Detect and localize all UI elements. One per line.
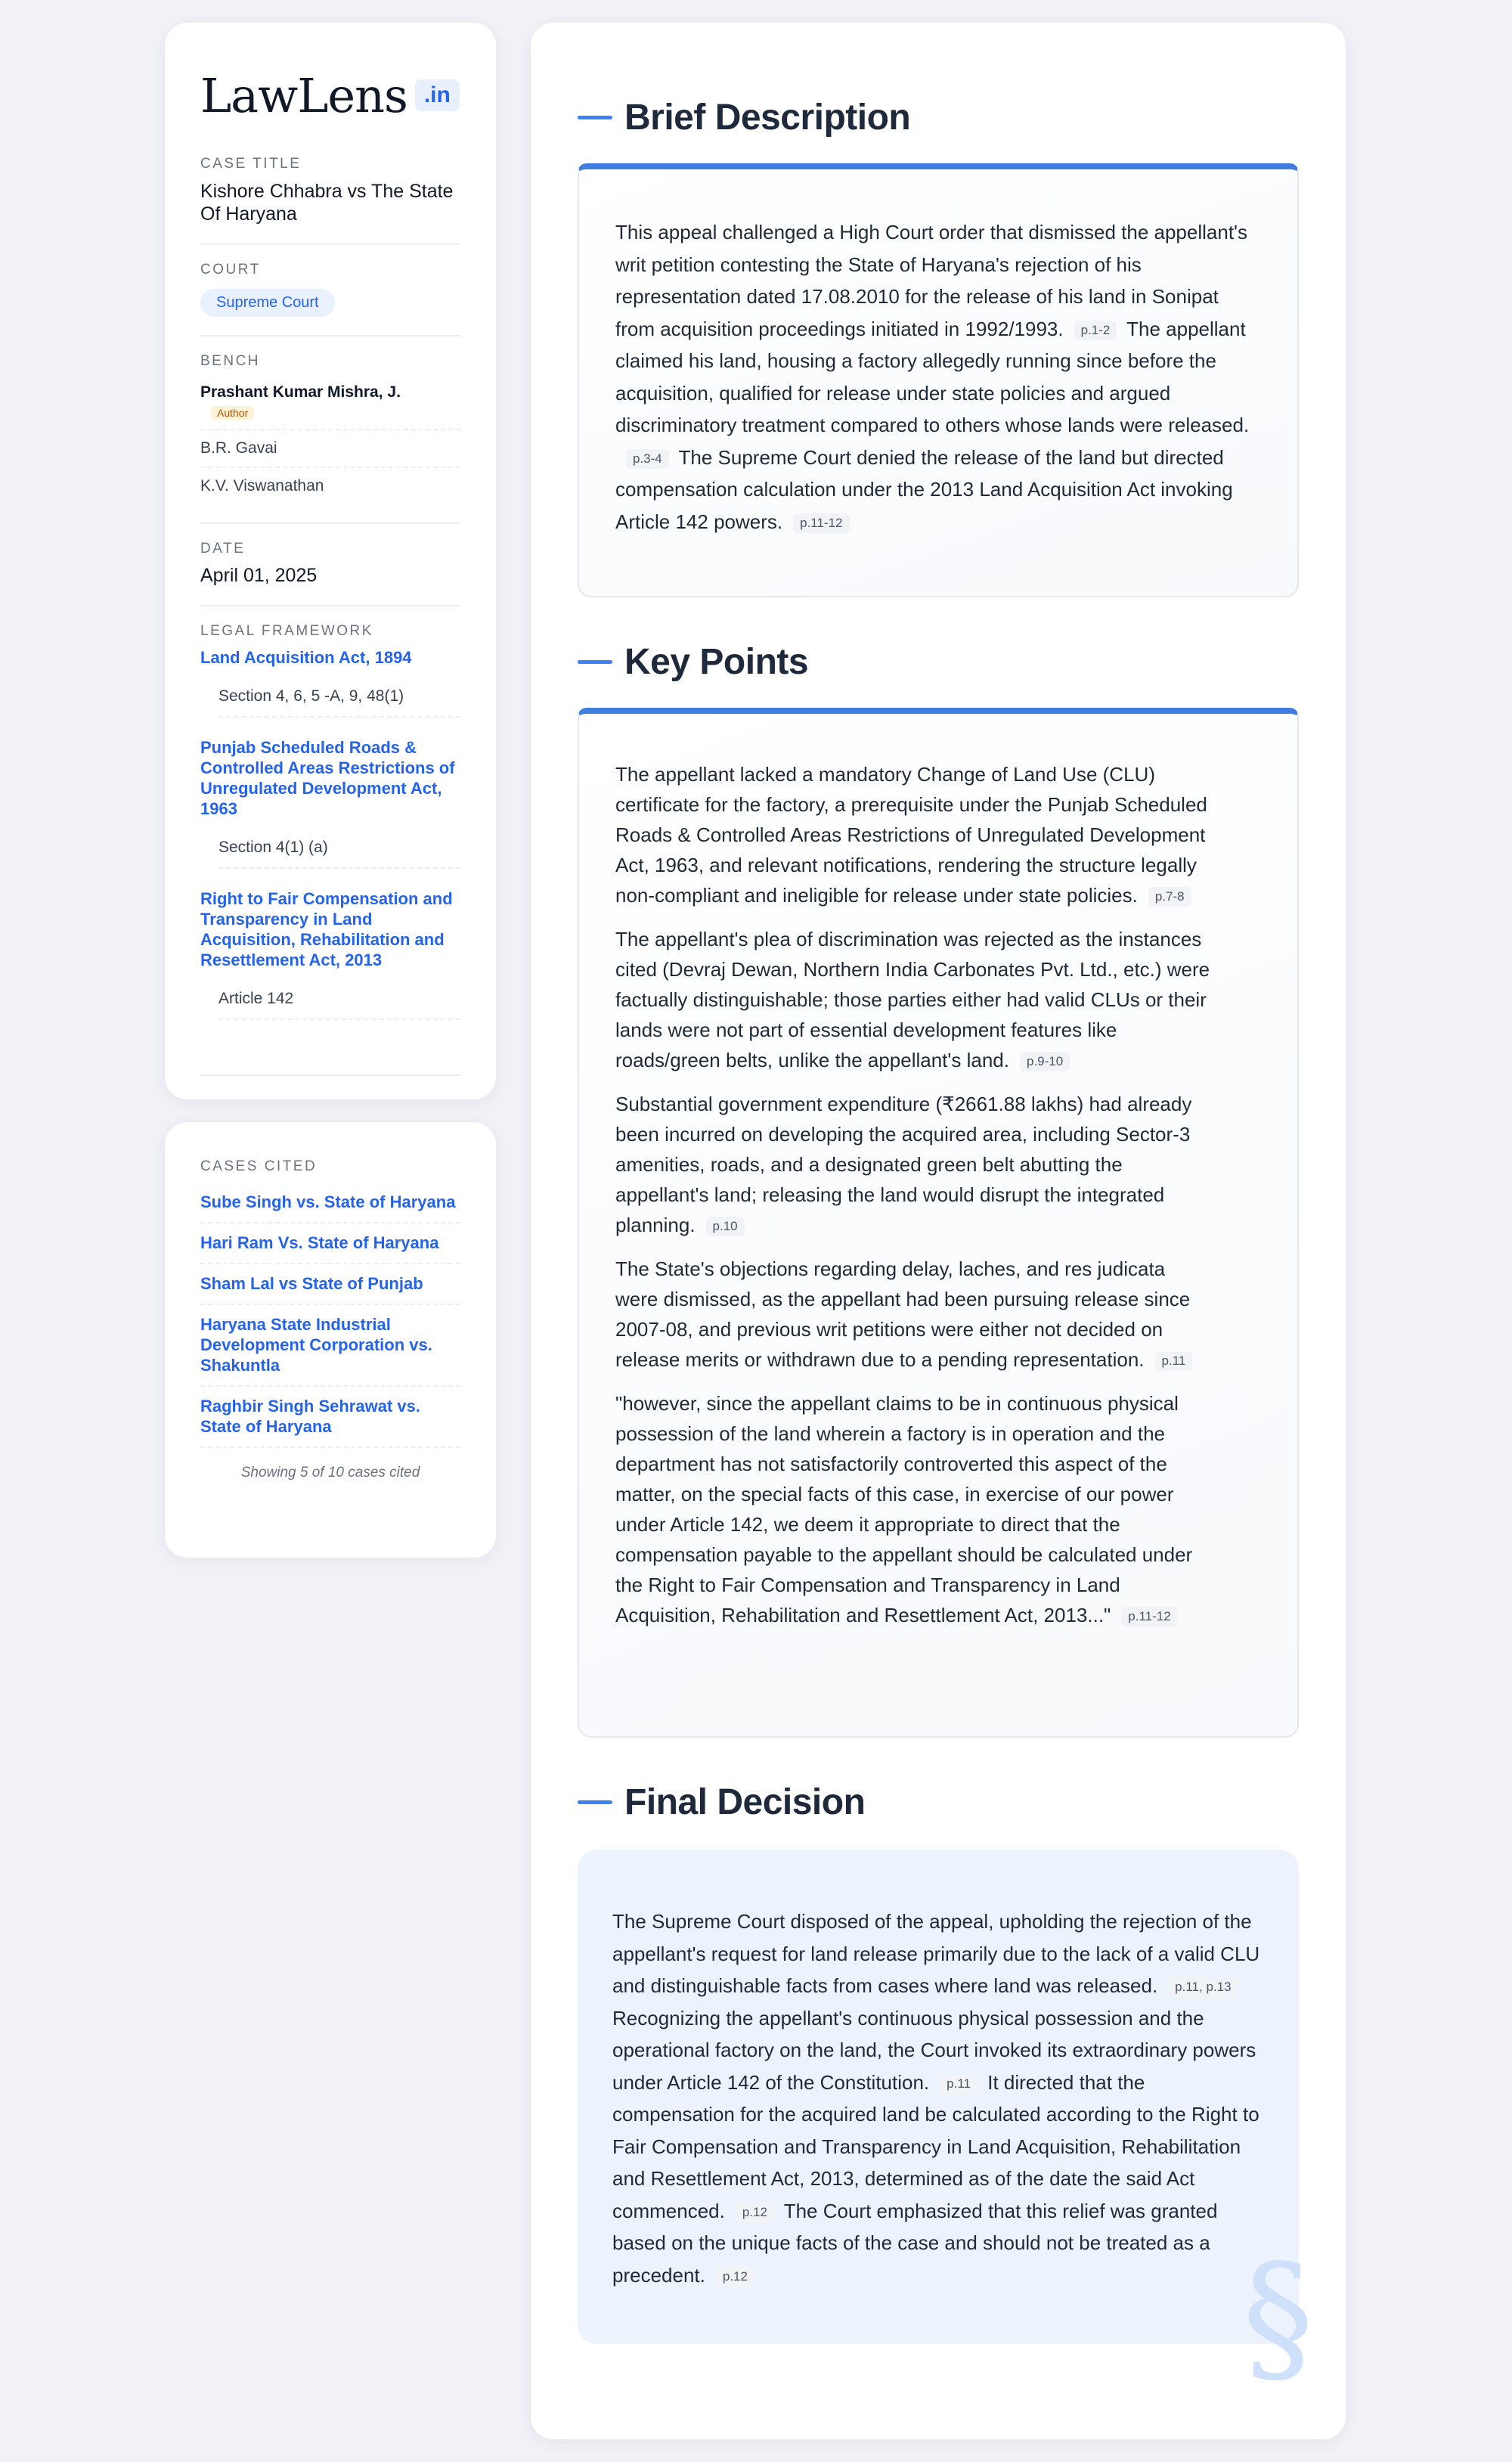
judge-name: Prashant Kumar Mishra, J. xyxy=(200,383,401,401)
page-reference[interactable]: p.12 xyxy=(736,2203,774,2222)
summary-sentence: This appeal challenged a High Court order that dismissed the appellant's writ petition contesting the State of Haryana's rejection of his representation dated 17.08.2010 for the release of his land in Sonipat from acquisition proceedings initiated in 1992/1993. xyxy=(615,221,1248,340)
cases-cited-card xyxy=(165,1122,496,1558)
logo[interactable] xyxy=(200,65,460,126)
page-reference[interactable]: p.10 xyxy=(706,1217,745,1236)
legal-framework-block xyxy=(200,606,460,1076)
date-label: DATE xyxy=(200,541,246,557)
page-reference[interactable]: p.11-12 xyxy=(1121,1607,1177,1626)
final-decision-text xyxy=(578,1850,1299,2291)
heading-accent-bar xyxy=(578,1800,612,1804)
judgment-date: April 01, 2025 xyxy=(200,565,318,586)
act-title[interactable]: Punjab Scheduled Roads & Controlled Areas Restrictions of Unregulated Development Act, 1963 xyxy=(200,738,455,818)
bench-judge: B.R. Gavai xyxy=(200,430,460,468)
act-sections: Section 4(1) (a) xyxy=(218,819,460,869)
bench-label: BENCH xyxy=(200,353,261,369)
summary-sentence: The appellant claimed his land, housing a factory allegedly running since before the acquisition, qualified for release under state policies and argued discriminatory treatment compared to others whose lands were released. xyxy=(615,317,1250,436)
page-reference[interactable]: p.11 xyxy=(1155,1351,1193,1371)
key-points-list xyxy=(579,714,1297,1630)
court-badge: Supreme Court xyxy=(200,289,335,317)
court-label: COURT xyxy=(200,262,261,278)
page-reference[interactable]: p.11-12 xyxy=(793,513,849,533)
key-point xyxy=(615,924,1213,1075)
bench-judge: K.V. Viswanathan xyxy=(200,477,324,495)
brief-description-box xyxy=(578,163,1299,597)
cited-case-link[interactable]: Sham Lal vs State of Punjab xyxy=(200,1264,460,1305)
decision-sentence: The Supreme Court disposed of the appeal, upholding the rejection of the appellant's request for land release primarily due to the lack of a valid CLU and distinguishable facts from cases where land was released. xyxy=(612,1910,1260,1997)
brief-description-heading xyxy=(578,97,910,138)
key-point xyxy=(615,1254,1213,1375)
court-block xyxy=(200,245,460,336)
framework-act xyxy=(200,737,460,869)
act-sections: Section 4, 6, 5 -A, 9, 48(1) xyxy=(218,668,460,718)
page-reference[interactable]: p.12 xyxy=(716,2267,754,2287)
act-title[interactable]: Land Acquisition Act, 1894 xyxy=(200,648,412,667)
page-reference[interactable]: p.11, p.13 xyxy=(1168,1977,1238,1997)
logo-tld: .in xyxy=(415,79,460,111)
heading-accent-bar xyxy=(578,660,612,664)
key-point-text: The appellant's plea of discrimination was rejected as the instances cited (Devraj Dewan, Northern India Carbonates Pvt. Ltd., etc.) were factually distinguishable; those parties either had valid CLUs or their lands were not part of essential development features like roads/green belts, unlike the appellant's land. xyxy=(615,928,1210,1071)
cited-case-link[interactable]: Raghbir Singh Sehrawat vs. State of Haryana xyxy=(200,1387,460,1448)
section-title: Brief Description xyxy=(624,98,911,138)
page-reference[interactable]: p.3-4 xyxy=(626,449,669,469)
key-point-text: "however, since the appellant claims to be in continuous physical possession of the land wherein a factory is in operation and the department has not satisfactorily controverted this aspect of the matter, on the special facts of this case, in exercise of our power under Article 142, we deem it appropriate to direct that the compensation payable to the appellant should be calculated under the Right to Fair Compensation and Transparency in Land Acquisition, Rehabilitation and Resettlement Act, 2013..." xyxy=(615,1392,1193,1626)
decision-sentence: The Court emphasized that this relief was granted based on the unique facts of the case and should not be treated as a precedent. xyxy=(612,2199,1218,2287)
case-title: Kishore Chhabra vs The State Of Haryana xyxy=(200,181,454,225)
page-reference[interactable]: p.1-2 xyxy=(1074,321,1117,340)
key-point xyxy=(615,759,1213,910)
key-point-text: The State's objections regarding delay, laches, and res judicata were dismissed, as the appellant had been pursuing release since 2007-08, and previous writ petitions were either not decided on release merits or withdrawn due to a pending representation. xyxy=(615,1257,1191,1371)
case-metadata-card xyxy=(165,23,496,1099)
summary-sentence: The Supreme Court denied the release of the land but directed compensation calculation under the 2013 Land Acquisition Act invoking Article 142 powers. xyxy=(615,445,1233,533)
section-title: Key Points xyxy=(624,642,809,682)
author-badge: Author xyxy=(211,406,254,420)
bench-judge xyxy=(200,377,460,430)
final-decision-box xyxy=(578,1850,1314,2401)
heading-accent-bar xyxy=(578,116,612,119)
case-title-label: CASE TITLE xyxy=(200,156,302,172)
act-title[interactable]: Right to Fair Compensation and Transparency in Land Acquisition, Rehabilitation and Resettlement Act, 2013 xyxy=(200,889,453,969)
section-symbol-icon: § xyxy=(1242,2234,1314,2401)
key-point-text: Substantial government expenditure (₹2661.88 lakhs) had already been incurred on developing the acquired area, including Sector-3 amenities, roads, and a designated green belt abutting the appellant's land; releasing the land would disrupt the integrated planning. xyxy=(615,1093,1192,1236)
page-reference[interactable]: p.7-8 xyxy=(1148,887,1191,907)
framework-act xyxy=(200,888,460,1020)
key-points-box xyxy=(578,708,1299,1738)
final-decision-heading xyxy=(578,1781,865,1823)
page-reference[interactable]: p.9-10 xyxy=(1020,1052,1070,1071)
case-title-block xyxy=(200,156,460,245)
bench-block xyxy=(200,336,460,524)
decision-sentence: It directed that the compensation for the acquired land be calculated according to the Right to Fair Compensation and Transparency in Land Acquisition, Rehabilitation and Resettlement Act, 2013, determined as of the date the said Act commenced. xyxy=(612,2070,1259,2222)
brief-description-text xyxy=(579,169,1297,538)
judgment-summary-card xyxy=(531,23,1346,2439)
cited-case-link[interactable]: Haryana State Industrial Development Corporation vs. Shakuntla xyxy=(200,1305,460,1387)
cited-case-link[interactable]: Hari Ram Vs. State of Haryana xyxy=(200,1223,460,1264)
page-reference[interactable]: p.11 xyxy=(940,2074,978,2094)
act-sections: Article 142 xyxy=(218,970,460,1020)
cited-case-link[interactable]: Sube Singh vs. State of Haryana xyxy=(200,1183,460,1223)
key-point xyxy=(615,1089,1213,1240)
logo-name: LawLens xyxy=(200,67,407,123)
decision-sentence: Recognizing the appellant's continuous physical possession and the operational factory on the land, the Court invoked its extraordinary powers under Article 142 of the Constitution. xyxy=(612,2006,1256,2094)
key-point-text: The appellant lacked a mandatory Change of Land Use (CLU) certificate for the factory, a prerequisite under the Punjab Scheduled Roads & Controlled Areas Restrictions of Unregulated Development Act, 1963, and relevant notifications, rendering the structure legally non-compliant and ineligible for release under state policies. xyxy=(615,763,1207,907)
legal-framework-label: LEGAL FRAMEWORK xyxy=(200,623,373,639)
cases-cited-label: CASES CITED xyxy=(200,1158,318,1174)
framework-act xyxy=(200,647,460,718)
cases-count-note: Showing 5 of 10 cases cited xyxy=(240,1465,420,1481)
date-block xyxy=(200,524,460,606)
key-points-heading xyxy=(578,641,808,683)
key-point-quote xyxy=(615,1388,1213,1630)
section-title: Final Decision xyxy=(624,1782,866,1822)
